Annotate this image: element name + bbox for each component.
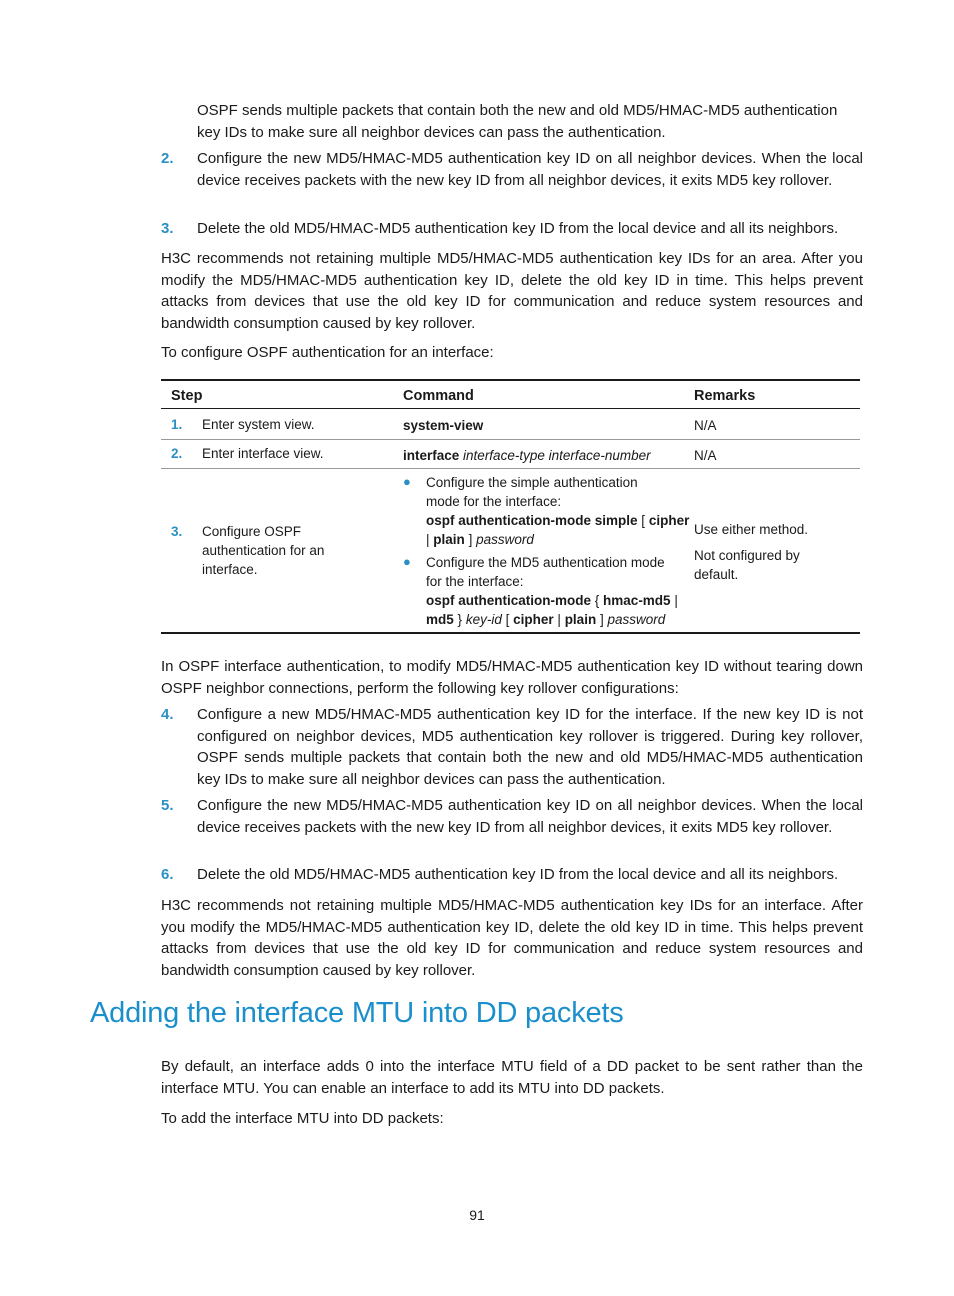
list-text: Delete the old MD5/HMAC-MD5 authentication key ID from the local device and all its neighbors. [197,866,839,883]
table-top-rule [161,379,860,381]
command-keyword: cipher [648,513,690,528]
remarks-text: Not configured by [694,548,800,563]
section-paragraph: To add the interface MTU into DD packets: [161,1110,444,1127]
command-keyword: plain [564,612,597,627]
row-number: 2. [171,446,183,461]
pipe: | [557,612,561,627]
table-header-command: Command [403,388,474,404]
row-number: 1. [171,417,183,432]
command-text [403,446,651,465]
section-paragraph: By default, an interface adds 0 into the interface MTU field of a DD packet to be sent rather than the interface MTU. You can enable an interface to add its MTU into DD packets. [161,1058,863,1097]
remarks-text: Use either method. [694,522,809,537]
list-text: Delete the old MD5/HMAC-MD5 authentication key ID from the local device and all its neighbors. [197,220,839,237]
step-text: Enter interface view. [202,446,324,461]
bracket: [ [641,513,646,528]
remarks-text: N/A [694,448,717,463]
list-number: 4. [161,706,174,723]
command-line [426,530,534,549]
list-number: 6. [161,866,174,883]
list-text: Configure the new MD5/HMAC-MD5 authentication key ID on all neighbor devices. When the local device receives packets with the new key ID from all neighbor devices, it exits MD5 key rollover. [197,150,863,189]
command-argument: interface-type interface-number [463,448,651,463]
brace: } [457,612,463,627]
remarks-text: N/A [694,418,717,433]
command-line [426,591,678,610]
table-row-divider [161,468,860,469]
command-keyword: ospf authentication-mode [426,593,591,608]
command-argument: key-id [465,612,502,627]
list-text: Configure a new MD5/HMAC-MD5 authentication key ID for the interface. If the new key ID is not configured on neighbor devices, MD5 authentication key rollover is triggered. During key rollover, OSPF sends multiple packets that contain both the new and old MD5/HMAC-MD5 authentication key IDs to make sure all neighbor devices can pass the authentication. [197,706,863,788]
bracket: ] [599,612,604,627]
pipe: | [674,593,678,608]
command-line [426,511,689,530]
paragraph-interface-rollover: In OSPF interface authentication, to modify MD5/HMAC-MD5 authentication key ID without tearing down OSPF neighbor connections, perform the following key rollover configurations: [161,658,863,697]
table-header-rule [161,408,860,409]
command-line [426,610,665,629]
command-argument: password [476,532,534,547]
paragraph-area-recommendation: H3C recommends not retaining multiple MD5/HMAC-MD5 authentication key IDs for an area. After you modify the MD5/HMAC-MD5 authentication key ID, delete the old key ID in time. This helps prevent attacks from devices that use the old key ID for communication and reduce system resources and bandwidth consumption caused by key rollover. [161,250,863,332]
bullet-icon: ● [403,474,411,489]
step-line: authentication for an [202,543,325,558]
step-text: Enter system view. [202,417,315,432]
remarks-text: default. [694,567,739,582]
paragraph-table-intro: To configure OSPF authentication for an interface: [161,344,494,361]
list-number: 5. [161,797,174,814]
command-text: system-view [403,418,484,433]
list-text: Configure the new MD5/HMAC-MD5 authentication key ID on all neighbor devices. When the local device receives packets with the new key ID from all neighbor devices, it exits MD5 key rollover. [197,797,863,836]
command-keyword: plain [433,532,465,547]
bracket: [ [505,612,510,627]
page-number: 91 [469,1207,485,1223]
bullet-text: mode for the interface: [426,494,562,509]
bullet-text: Configure the simple authentication [426,475,638,490]
table-row-divider [161,439,860,440]
command-keyword: md5 [426,612,454,627]
bullet-text: Configure the MD5 authentication mode [426,555,665,570]
pipe: | [426,532,430,547]
command-argument: password [607,612,666,627]
list-number: 2. [161,150,174,167]
paragraph-interface-recommendation: H3C recommends not retaining multiple MD5/HMAC-MD5 authentication key IDs for an interface. After you modify the MD5/HMAC-MD5 authentication key ID, delete the old key ID in time. This helps prevent attacks from devices that use the old key ID for communication and reduce system resources and bandwidth consumption caused by key rollover. [161,897,863,979]
table-bottom-rule [161,632,860,634]
list-item [161,864,863,886]
list-number: 3. [161,220,174,237]
table-header-remarks: Remarks [694,388,756,404]
command-keyword: cipher [513,612,554,627]
command-keyword: hmac-md5 [603,593,671,608]
list-item [161,148,863,191]
list-item [161,218,863,240]
bracket: ] [468,532,473,547]
bullet-icon: ● [403,554,411,569]
step-line: interface. [202,562,258,577]
list-item [161,704,863,790]
list-item-continuation: OSPF sends multiple packets that contain both the new and old MD5/HMAC-MD5 authentication key IDs to make sure all neighbor devices can pass the authentication. [197,102,838,141]
brace: { [594,593,600,608]
command-keyword: ospf authentication-mode simple [426,513,638,528]
section-heading: Adding the interface MTU into DD packets [90,997,624,1029]
row-number: 3. [171,524,183,539]
bullet-text: for the interface: [426,574,524,589]
list-item [161,795,863,838]
step-line: Configure OSPF [202,524,302,539]
command-keyword: interface [403,448,460,463]
table-header-step: Step [171,388,203,404]
